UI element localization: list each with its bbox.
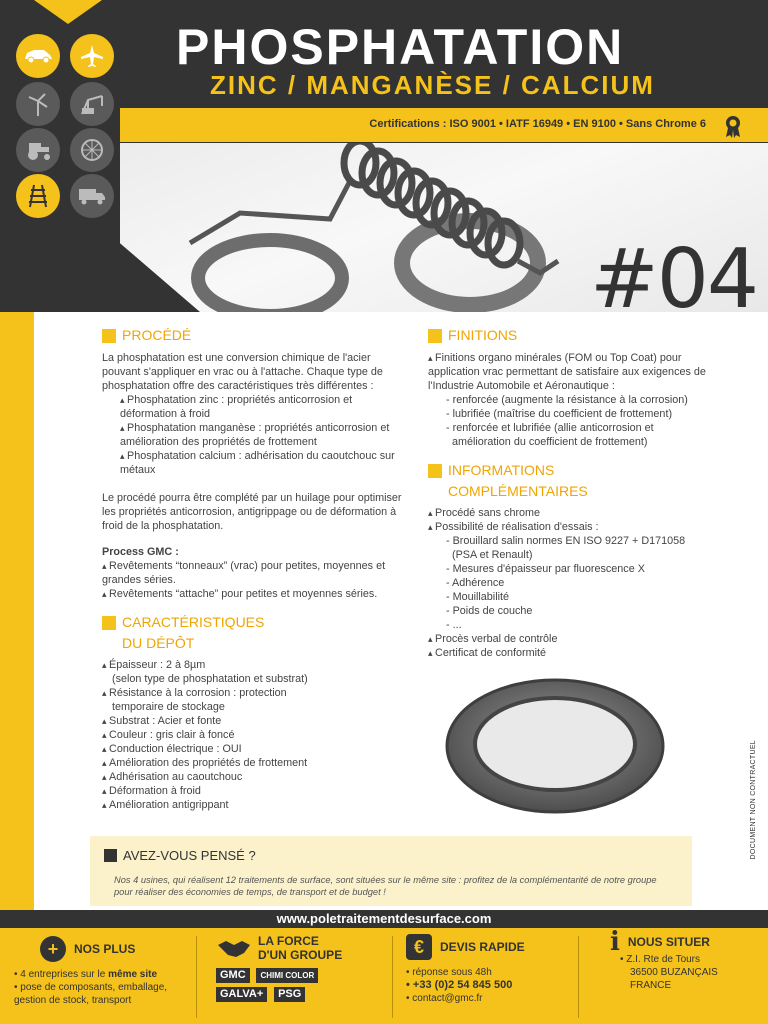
list-item: ▴ Revêtements “attache” pour petites et moyennes séries. bbox=[102, 587, 402, 601]
list-item: ▴ Couleur : gris clair à foncé bbox=[102, 728, 402, 742]
list-item: (selon type de phosphatation et substrat) bbox=[112, 673, 308, 685]
list-item: • 4 entreprises sur le même site bbox=[14, 968, 184, 981]
list-item: ▴ Possibilité de réalisation d'essais : bbox=[428, 520, 728, 534]
page-title: PHOSPHATATION bbox=[176, 19, 625, 75]
list-item: ▴ Déformation à froid bbox=[102, 784, 402, 798]
info-icon: i bbox=[610, 927, 620, 957]
finitions-intro: ▴ Finitions organo minérales (FOM ou Top Coat) pour application vrac permettant de satisfaire aux exigences de l'Industrie Automobile et Aéronautique : bbox=[428, 351, 728, 393]
email-link[interactable]: • contact@gmc.fr bbox=[406, 992, 576, 1005]
certifications-text: Certifications : ISO 9001 • IATF 16949 • EN 9100 • Sans Chrome 6 bbox=[369, 118, 706, 130]
footer-divider bbox=[392, 936, 393, 1018]
list-item: - Mesures d'épaisseur par fluorescence X bbox=[446, 563, 645, 575]
medal-icon bbox=[722, 114, 744, 138]
list-item: ▴ Amélioration des propriétés de frottement bbox=[102, 756, 402, 770]
railway-icon bbox=[16, 174, 60, 218]
phone-link[interactable]: • +33 (0)2 54 845 500 bbox=[406, 979, 576, 992]
avez-title: AVEZ-VOUS PENSÉ ? bbox=[104, 848, 256, 863]
list-item: - ... bbox=[446, 619, 462, 631]
devis-title: € DEVIS RAPIDE bbox=[406, 934, 576, 960]
list-item: ▴ Amélioration antigrippant bbox=[102, 798, 402, 812]
devis-list bbox=[406, 966, 576, 1005]
list-item: ▴ Substrat : Acier et fonte bbox=[102, 714, 402, 728]
address-line: 36500 BUZANÇAIS bbox=[630, 967, 718, 978]
tractor-icon bbox=[16, 128, 60, 172]
group-logos-2 bbox=[216, 987, 386, 1002]
top-notch bbox=[34, 0, 102, 24]
address-line: FRANCE bbox=[630, 980, 672, 991]
procede-intro: La phosphatation est une conversion chimique de l'acier pouvant s'appliquer en vrac ou à l'attache. Chaque type de phosphatation offre des caractéristiques très différentes : bbox=[102, 352, 383, 392]
group-logos bbox=[216, 968, 386, 983]
nos-plus-title: + NOS PLUS bbox=[40, 936, 184, 962]
heading-square bbox=[428, 329, 442, 343]
heading-square bbox=[104, 849, 117, 862]
handshake-icon bbox=[216, 937, 252, 959]
force-title: LA FORCE D'UN GROUPE bbox=[216, 934, 386, 962]
list-item: • pose de composants, emballage, gestion de stock, transport bbox=[14, 981, 184, 1007]
infos-heading: INFORMATIONS COMPLÉMENTAIRES bbox=[428, 463, 728, 498]
footer-divider bbox=[578, 936, 579, 1018]
heading-square bbox=[428, 464, 442, 478]
finitions-heading: FINITIONS bbox=[428, 328, 728, 343]
car-icon bbox=[16, 34, 60, 78]
header bbox=[0, 0, 768, 327]
procede-huilage: Le procédé pourra être complété par un huilage pour optimiser les propriétés anticorrosion, antigrippage ou de déformation à froid de la phosphatation. bbox=[102, 492, 402, 532]
procede-heading: PROCÉDÉ bbox=[102, 328, 402, 343]
plus-icon: + bbox=[40, 936, 66, 962]
list-item: - lubrifiée (maîtrise du coefficient de frottement) bbox=[446, 408, 673, 420]
footer-nos-plus bbox=[14, 928, 184, 1024]
procede-list bbox=[102, 393, 402, 477]
address bbox=[610, 953, 760, 992]
heading-square bbox=[102, 329, 116, 343]
left-column bbox=[102, 328, 402, 812]
logo-chimicolor: CHIMI COLOR bbox=[256, 968, 318, 983]
certification-bar bbox=[120, 108, 768, 142]
website-url[interactable]: www.poletraitementdesurface.com bbox=[0, 910, 768, 928]
list-item: temporaire de stockage bbox=[112, 701, 225, 713]
right-column bbox=[428, 328, 728, 660]
left-accent-bar bbox=[0, 312, 34, 910]
avez-vous-pense-box bbox=[90, 836, 692, 906]
avez-text: Nos 4 usines, qui réalisent 12 traitements de surface, sont situées sur le même site : profitez de la complémentarité de notre groupe pour réaliser des économies de temps, de transport et de budget ! bbox=[114, 875, 657, 897]
heading-square bbox=[102, 616, 116, 630]
list-item: - renforcée (augmente la résistance à la corrosion) bbox=[446, 394, 688, 406]
list-item: - Adhérence bbox=[446, 577, 505, 589]
list-item: ▴ Procès verbal de contrôle bbox=[428, 632, 728, 646]
list-item: ▴ Phosphatation manganèse : propriétés anticorrosion et amélioration des propriétés de frottement bbox=[102, 421, 402, 449]
footer-force bbox=[216, 928, 386, 1024]
logo-gmc: GMC bbox=[216, 968, 250, 983]
logo-psg: PSG bbox=[274, 987, 305, 1002]
footer-situer bbox=[610, 928, 760, 1024]
list-item: ▴ Procédé sans chrome bbox=[428, 506, 728, 520]
address-line: • Z.I. Rte de Tours bbox=[620, 953, 760, 966]
list-item: - Mouillabilité bbox=[446, 591, 510, 603]
list-item: amélioration du coefficient de frottement) bbox=[452, 436, 648, 448]
wind-turbine-icon bbox=[16, 82, 60, 126]
list-item: ▴ Conduction électrique : OUI bbox=[102, 742, 402, 756]
list-item: ▴ Phosphatation calcium : adhérisation du caoutchouc sur métaux bbox=[102, 449, 402, 477]
situer-title: i NOUS SITUER bbox=[610, 927, 710, 957]
list-item: ▴ Certificat de conformité bbox=[428, 646, 728, 660]
euro-icon: € bbox=[406, 934, 432, 960]
footer-divider bbox=[196, 936, 197, 1018]
list-item: ▴ Épaisseur : 2 à 8µm bbox=[102, 658, 402, 672]
airplane-icon bbox=[70, 34, 114, 78]
list-item: (PSA et Renault) bbox=[452, 549, 533, 561]
crane-icon bbox=[70, 82, 114, 126]
sheet-number: #04 bbox=[590, 232, 758, 327]
disclaimer: DOCUMENT NON CONTRACTUEL bbox=[750, 740, 757, 860]
footer bbox=[0, 928, 768, 1024]
ring-photo bbox=[440, 668, 670, 820]
list-item: - Brouillard salin normes EN ISO 9227 + D171058 bbox=[446, 535, 686, 547]
list-item: ▴ Résistance à la corrosion : protection bbox=[102, 686, 402, 700]
logo-galva: GALVA+ bbox=[216, 987, 267, 1002]
list-item: • réponse sous 48h bbox=[406, 966, 576, 979]
list-item: ▴ Phosphatation zinc : propriétés anticorrosion et déformation à froid bbox=[102, 393, 402, 421]
list-item: - Poids de couche bbox=[446, 605, 533, 617]
footer-devis bbox=[406, 928, 576, 1024]
list-item: - renforcée et lubrifiée (allie anticorrosion et bbox=[446, 422, 654, 434]
truck-icon bbox=[70, 174, 114, 218]
wheel-icon bbox=[70, 128, 114, 172]
nos-plus-list bbox=[14, 968, 184, 1007]
page-subtitle: ZINC / MANGANÈSE / CALCIUM bbox=[210, 70, 655, 100]
list-item: ▴ Revêtements “tonneaux” (vrac) pour petites, moyennes et grandes séries. bbox=[102, 559, 402, 587]
list-item: ▴ Adhérisation au caoutchouc bbox=[102, 770, 402, 784]
caracteristiques-heading: CARACTÉRISTIQUES DU DÉPÔT bbox=[102, 615, 402, 650]
process-title: Process GMC : bbox=[102, 546, 179, 558]
